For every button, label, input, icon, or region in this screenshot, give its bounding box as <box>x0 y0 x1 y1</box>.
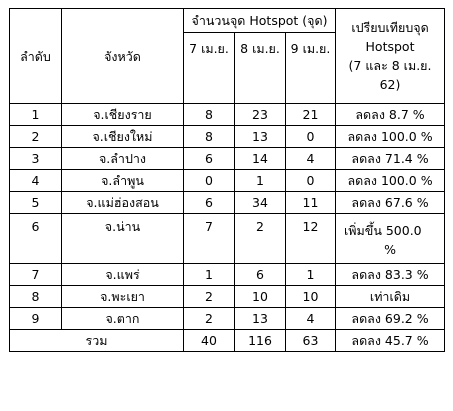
row-d9: 0 <box>286 170 336 192</box>
total-d9: 63 <box>286 330 336 352</box>
row-d9: 11 <box>286 192 336 214</box>
hotspot-table <box>9 8 445 352</box>
row-d9: 0 <box>286 126 336 148</box>
header-rank: ลำดับ <box>10 9 62 104</box>
row-d8: 1 <box>235 170 286 192</box>
header-date-8: 8 เม.ย. <box>235 33 286 104</box>
row-d8: 13 <box>235 308 286 330</box>
row-d7: 6 <box>184 148 235 170</box>
table-row <box>10 170 445 192</box>
row-change: ลดลง 100.0 % <box>336 126 445 148</box>
row-d8: 34 <box>235 192 286 214</box>
row-change: ลดลง 100.0 % <box>336 170 445 192</box>
table-row <box>10 308 445 330</box>
row-d8: 14 <box>235 148 286 170</box>
row-rank: 8 <box>10 286 62 308</box>
row-d7: 8 <box>184 104 235 126</box>
total-row <box>10 330 445 352</box>
row-change: ลดลง 83.3 % <box>336 264 445 286</box>
table-row <box>10 126 445 148</box>
total-d7: 40 <box>184 330 235 352</box>
row-province: จ.แม่ฮ่องสอน <box>62 192 184 214</box>
row-rank: 5 <box>10 192 62 214</box>
row-d9: 21 <box>286 104 336 126</box>
table-row <box>10 104 445 126</box>
row-rank: 2 <box>10 126 62 148</box>
row-d9: 10 <box>286 286 336 308</box>
header-comparison-line1: เปรียบเทียบจุด <box>351 20 429 35</box>
header-comparison-line4: 62) <box>379 77 401 92</box>
row-province: จ.ลำพูน <box>62 170 184 192</box>
row-d8: 2 <box>235 214 286 264</box>
row-change-line1: เพิ่มขึ้น 500.0 <box>344 223 422 238</box>
row-d9: 1 <box>286 264 336 286</box>
total-d8: 116 <box>235 330 286 352</box>
row-rank: 3 <box>10 148 62 170</box>
row-d7: 2 <box>184 286 235 308</box>
total-label: รวม <box>10 330 184 352</box>
row-province: จ.แพร่ <box>62 264 184 286</box>
row-d7: 2 <box>184 308 235 330</box>
header-comparison-line2: Hotspot <box>365 39 415 54</box>
header-date-7: 7 เม.ย. <box>184 33 235 104</box>
row-d9: 12 <box>286 214 336 264</box>
row-province: จ.เชียงราย <box>62 104 184 126</box>
table-row <box>10 264 445 286</box>
row-d8: 23 <box>235 104 286 126</box>
row-d8: 13 <box>235 126 286 148</box>
row-rank: 6 <box>10 214 62 264</box>
row-change-line2: % <box>384 242 396 257</box>
row-d7: 8 <box>184 126 235 148</box>
row-change: ลดลง 69.2 % <box>336 308 445 330</box>
row-province: จ.ตาก <box>62 308 184 330</box>
row-province: จ.ลำปาง <box>62 148 184 170</box>
row-change: ลดลง 67.6 % <box>336 192 445 214</box>
row-change <box>336 214 445 264</box>
header-date-9: 9 เม.ย. <box>286 33 336 104</box>
row-d7: 1 <box>184 264 235 286</box>
row-d8: 10 <box>235 286 286 308</box>
row-rank: 4 <box>10 170 62 192</box>
row-province: จ.เชียงใหม่ <box>62 126 184 148</box>
table-row <box>10 148 445 170</box>
header-hotspot-count: จำนวนจุด Hotspot (จุด) <box>184 9 336 33</box>
row-change: ลดลง 8.7 % <box>336 104 445 126</box>
row-change: เท่าเดิม <box>336 286 445 308</box>
table-row <box>10 286 445 308</box>
row-province: จ.น่าน <box>62 214 184 264</box>
total-change: ลดลง 45.7 % <box>336 330 445 352</box>
row-rank: 1 <box>10 104 62 126</box>
row-d7: 6 <box>184 192 235 214</box>
row-d8: 6 <box>235 264 286 286</box>
row-d7: 7 <box>184 214 235 264</box>
row-province: จ.พะเยา <box>62 286 184 308</box>
header-comparison <box>336 9 445 104</box>
row-rank: 7 <box>10 264 62 286</box>
row-change: ลดลง 71.4 % <box>336 148 445 170</box>
header-province: จังหวัด <box>62 9 184 104</box>
header-comparison-line3: (7 และ 8 เม.ย. <box>348 58 432 73</box>
row-rank: 9 <box>10 308 62 330</box>
row-d9: 4 <box>286 308 336 330</box>
row-d7: 0 <box>184 170 235 192</box>
table-row <box>10 192 445 214</box>
row-d9: 4 <box>286 148 336 170</box>
table-row <box>10 214 445 264</box>
